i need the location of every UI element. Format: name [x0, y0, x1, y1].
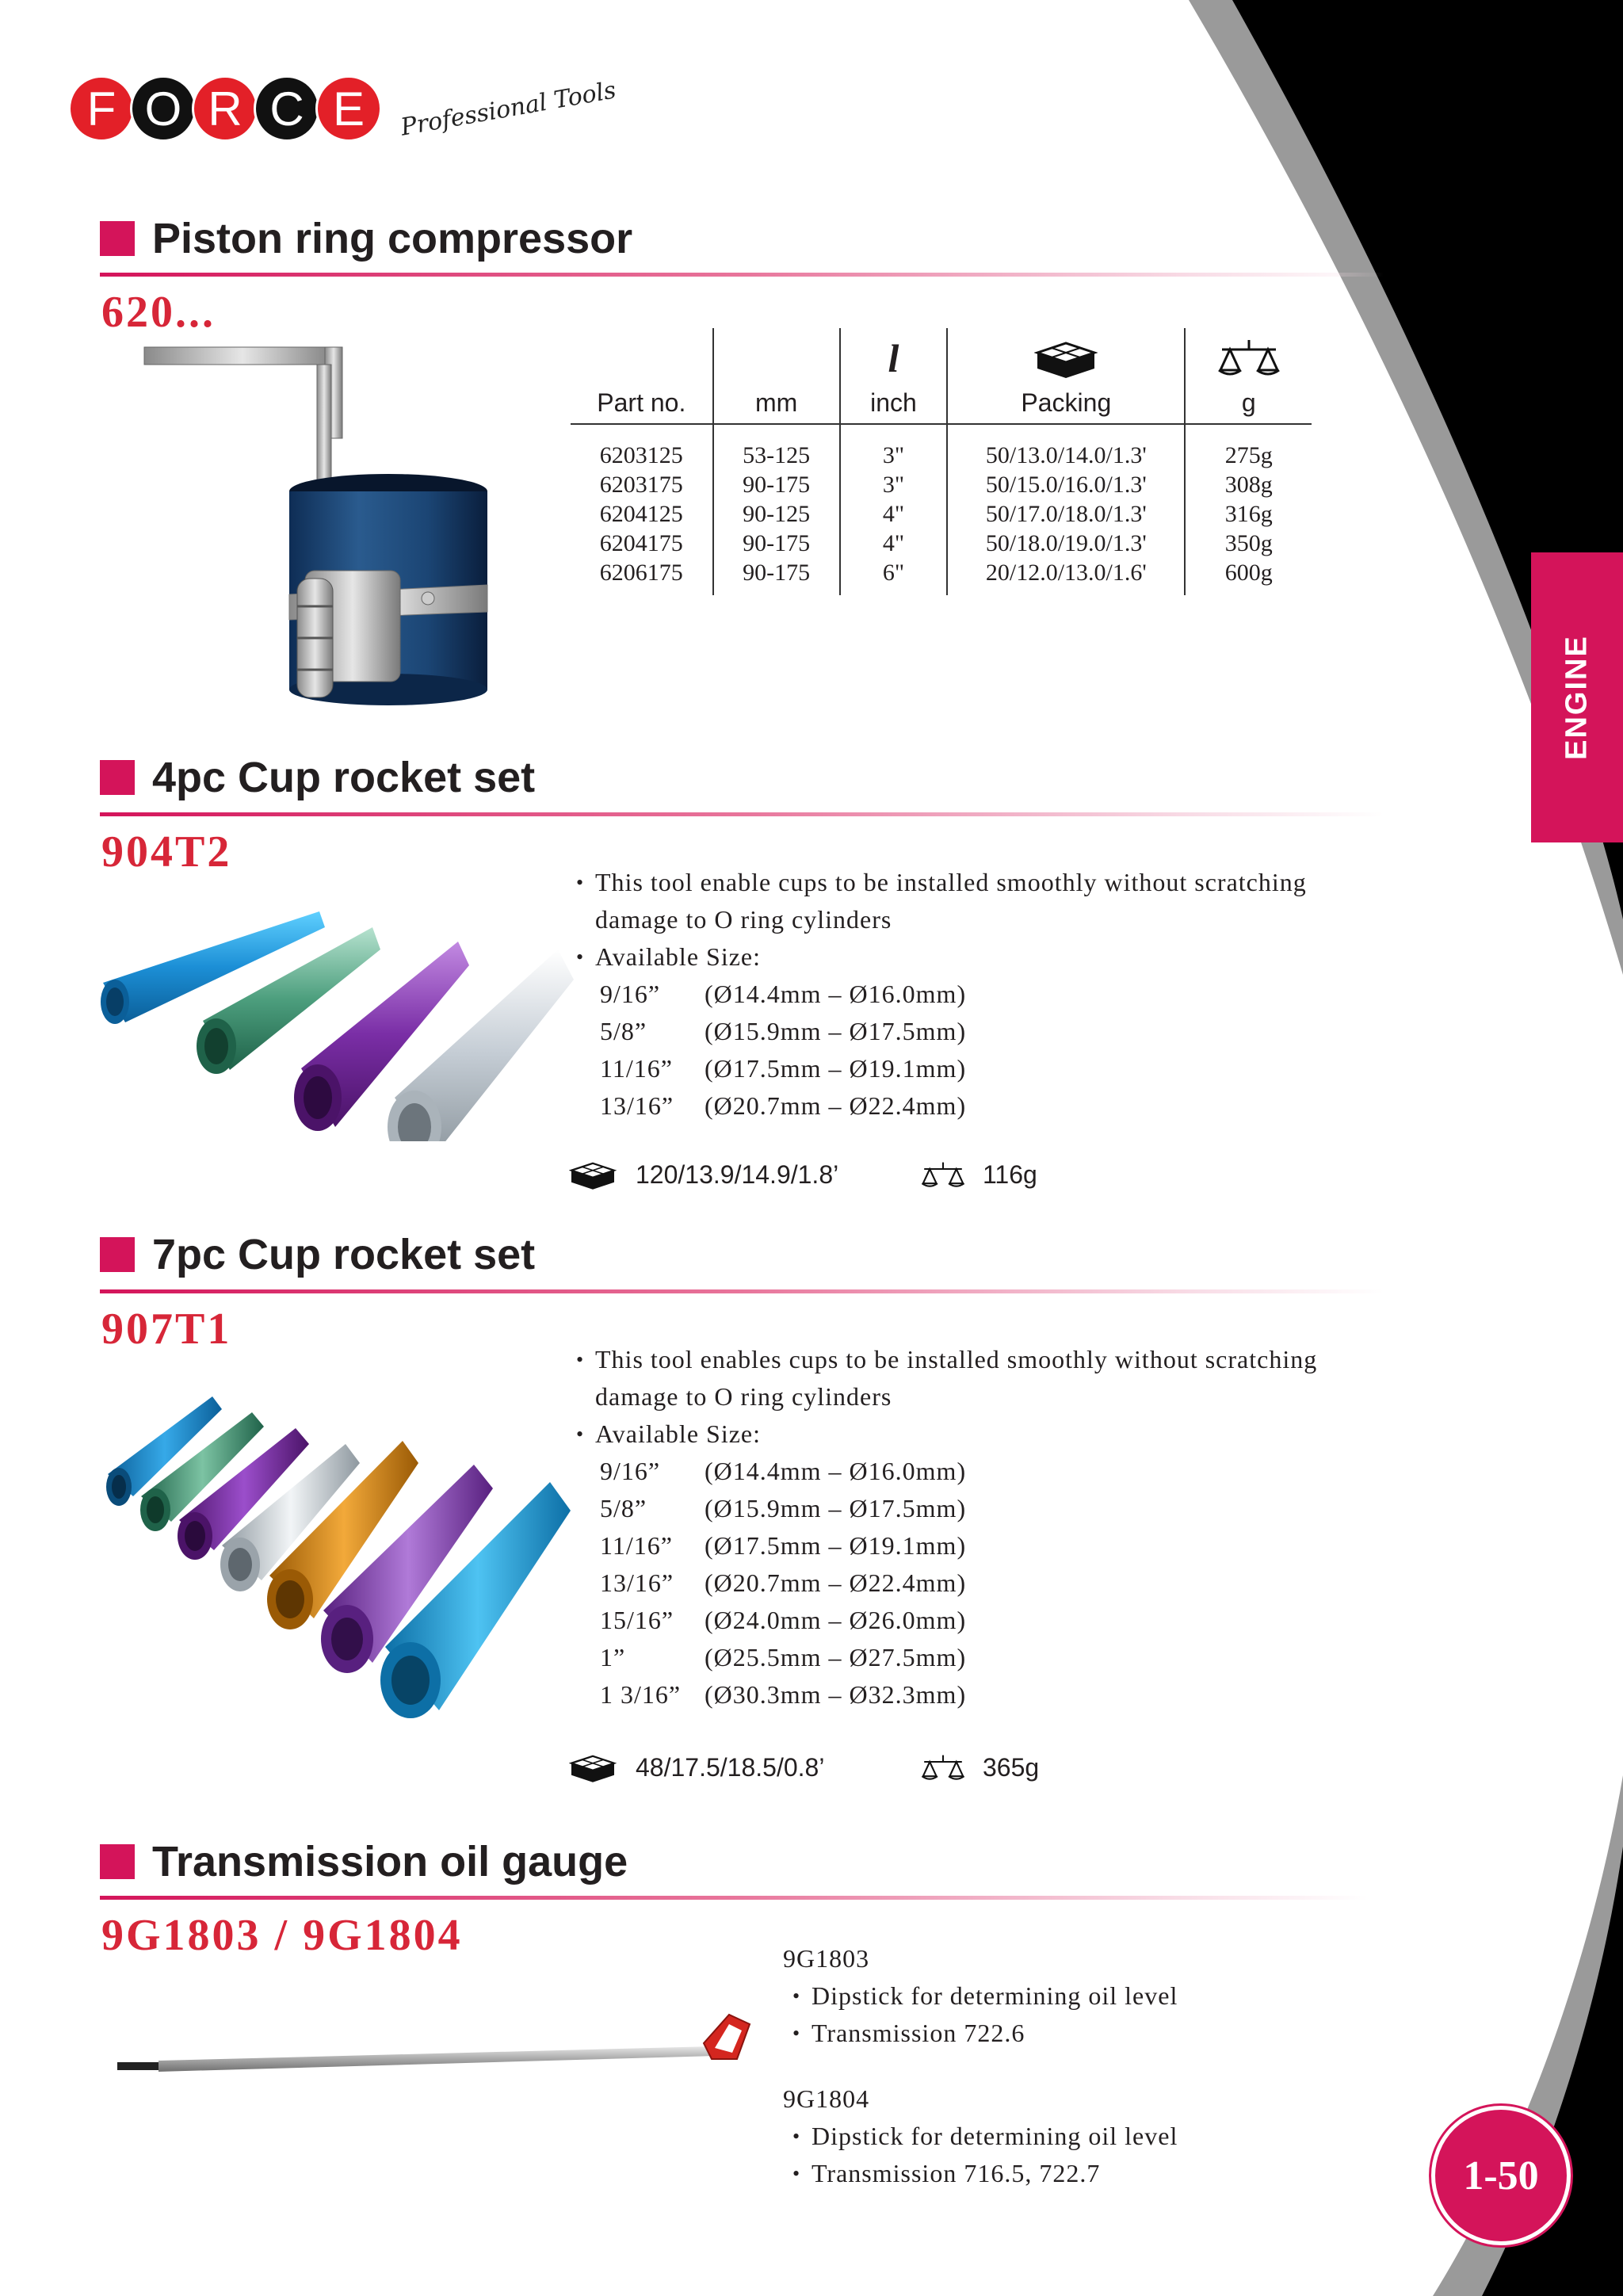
cell-mm: 90-175	[713, 558, 840, 595]
size-row	[576, 1676, 1408, 1713]
icon-cell	[1185, 328, 1312, 382]
section-title-text: 4pc Cup rocket set	[152, 754, 536, 801]
cell-mm: 90-175	[713, 529, 840, 558]
cell-packing: 50/17.0/18.0/1.3'	[947, 499, 1185, 529]
logo-letter: C	[254, 75, 320, 142]
cell-weight: 350g	[1224, 530, 1273, 556]
size-inch: 9/16”	[600, 1457, 661, 1485]
icon-cell	[571, 328, 713, 382]
size-inch: 1 3/16”	[600, 1680, 682, 1709]
bullet-text: • Transmission 722.6	[792, 2015, 1401, 2052]
piston-ring-compressor-image	[135, 333, 531, 729]
section-title-cup4	[100, 753, 535, 802]
size-row	[576, 1564, 1408, 1602]
size-mm: (Ø20.7mm – Ø22.4mm)	[705, 1091, 967, 1120]
scale-icon	[921, 1159, 965, 1190]
engine-side-tab[interactable]	[1531, 552, 1623, 842]
length-icon: l	[888, 336, 899, 380]
size-mm: (Ø15.9mm – Ø17.5mm)	[705, 1017, 967, 1045]
cup4-description	[576, 864, 1408, 1125]
size-mm: (Ø25.5mm – Ø27.5mm)	[705, 1643, 967, 1671]
logo-letter: O	[130, 75, 197, 142]
size-mm: (Ø24.0mm – Ø26.0mm)	[705, 1606, 967, 1634]
section-marker	[100, 1844, 135, 1879]
section-title-cup7	[100, 1230, 535, 1279]
box-icon	[1034, 338, 1098, 378]
cell-inch: 4"	[840, 499, 948, 529]
cell-inch: 3"	[840, 470, 948, 499]
page-number-badge: 1-50	[1431, 2106, 1571, 2245]
bullet-text: • This tool enable cups to be installed smoothly without scratching	[576, 864, 1408, 901]
size-row	[576, 1050, 1408, 1087]
size-mm: (Ø30.3mm – Ø32.3mm)	[705, 1680, 967, 1709]
icon-cell	[840, 328, 948, 382]
cell-mm: 90-175	[713, 470, 840, 499]
cup7-description	[576, 1341, 1408, 1713]
cell-part-no: 6204125	[571, 499, 713, 529]
logo-letter: F	[68, 75, 135, 142]
section-marker	[100, 221, 135, 256]
size-inch: 1”	[600, 1643, 626, 1671]
spec-table	[571, 328, 1312, 595]
size-row	[576, 1602, 1408, 1639]
cell-part-no: 6203175	[571, 470, 713, 499]
cell-weight: 600g	[1224, 560, 1273, 586]
packing-value: 48/17.5/18.5/0.8’	[636, 1752, 825, 1782]
section-title-text: Transmission oil gauge	[152, 1838, 628, 1885]
box-icon	[569, 1752, 617, 1783]
logo-letter: E	[315, 75, 382, 142]
bullet-text-continued: damage to O ring cylinders	[595, 1382, 892, 1411]
section-title-piston	[100, 214, 632, 263]
logo-tagline: Professional Tools	[399, 75, 618, 142]
size-inch: 9/16”	[600, 980, 661, 1008]
section-title-text: 7pc Cup rocket set	[152, 1231, 536, 1278]
cell-part-no: 6204175	[571, 529, 713, 558]
weight-value: 365g	[983, 1752, 1040, 1782]
section-divider	[100, 273, 1384, 277]
size-inch: 11/16”	[600, 1054, 673, 1083]
size-row	[576, 1639, 1408, 1676]
size-mm: (Ø17.5mm – Ø19.1mm)	[705, 1054, 967, 1083]
header-weight: g	[1185, 382, 1312, 424]
table-row	[571, 424, 1312, 470]
weight-value: 116g	[983, 1159, 1037, 1189]
header-mm: mm	[713, 382, 840, 424]
size-mm: (Ø15.9mm – Ø17.5mm)	[705, 1494, 967, 1522]
section-marker	[100, 760, 135, 795]
bullet-text: • Dipstick for determining oil level	[792, 2118, 1401, 2155]
size-row	[576, 1490, 1408, 1527]
icon-cell	[947, 328, 1185, 382]
oil-dipstick-image	[111, 2013, 761, 2100]
cell-packing: 50/15.0/16.0/1.3'	[947, 470, 1185, 499]
engine-tab-label: ENGINE	[1560, 635, 1594, 760]
cell-inch: 4"	[840, 529, 948, 558]
cell-part-no: 6203125	[571, 424, 713, 470]
product-code: 620...	[101, 288, 216, 337]
force-logo	[68, 74, 617, 143]
packing-value: 120/13.9/14.9/1.8’	[636, 1159, 839, 1189]
cup4-packing-line	[569, 1159, 1037, 1190]
table-row	[571, 558, 1312, 595]
product-code: 907T1	[101, 1305, 232, 1354]
bullet-text: • Available Size:	[576, 938, 1408, 976]
cell-packing: 20/12.0/13.0/1.6'	[947, 558, 1185, 595]
table-row	[571, 470, 1312, 499]
table-row	[571, 499, 1312, 529]
scale-icon	[1217, 337, 1281, 378]
cell-weight: 316g	[1224, 501, 1273, 527]
size-mm: (Ø14.4mm – Ø16.0mm)	[705, 1457, 967, 1485]
table-row	[571, 529, 1312, 558]
cup7-packing-line	[569, 1752, 1039, 1783]
product-code: 9G1803 / 9G1804	[101, 1911, 463, 1960]
section-marker	[100, 1237, 135, 1272]
size-inch: 11/16”	[600, 1531, 673, 1560]
size-row	[576, 1087, 1408, 1125]
section-title-text: Piston ring compressor	[152, 215, 633, 262]
size-inch: 5/8”	[600, 1017, 647, 1045]
variant-name: 9G1804	[783, 2084, 870, 2113]
cup-rocket-4pc-image	[94, 904, 585, 1141]
section-divider	[100, 1896, 1368, 1900]
cell-weight: 275g	[1224, 442, 1273, 468]
gauge-description	[783, 1940, 1401, 2192]
spec-table-icon-row	[571, 328, 1312, 382]
cell-part-no: 6206175	[571, 558, 713, 595]
bullet-text: • Available Size:	[576, 1415, 1408, 1453]
cell-weight: 308g	[1224, 472, 1273, 498]
cell-packing: 50/13.0/14.0/1.3'	[947, 424, 1185, 470]
box-icon	[569, 1159, 617, 1190]
size-mm: (Ø20.7mm – Ø22.4mm)	[705, 1568, 967, 1597]
cell-mm: 53-125	[713, 424, 840, 470]
header-part-no: Part no.	[571, 382, 713, 424]
bullet-text: • Transmission 716.5, 722.7	[792, 2155, 1401, 2192]
section-title-gauge	[100, 1837, 628, 1886]
size-row	[576, 976, 1408, 1013]
header-packing: Packing	[947, 382, 1185, 424]
logo-letter: R	[192, 75, 258, 142]
size-inch: 13/16”	[600, 1568, 674, 1597]
bullet-text-continued: damage to O ring cylinders	[595, 905, 892, 934]
section-divider	[100, 812, 1384, 816]
size-mm: (Ø17.5mm – Ø19.1mm)	[705, 1531, 967, 1560]
variant-name: 9G1803	[783, 1944, 870, 1973]
bullet-text: • Dipstick for determining oil level	[792, 1977, 1401, 2015]
size-row	[576, 1453, 1408, 1490]
size-inch: 15/16”	[600, 1606, 674, 1634]
product-code: 904T2	[101, 827, 232, 877]
scale-icon	[921, 1752, 965, 1782]
cup-rocket-7pc-image	[101, 1395, 577, 1728]
bullet-text: • This tool enables cups to be installed smoothly without scratching	[576, 1341, 1408, 1378]
header-inch: inch	[840, 382, 948, 424]
spec-table-header	[571, 382, 1312, 424]
size-inch: 5/8”	[600, 1494, 647, 1522]
cell-inch: 6"	[840, 558, 948, 595]
size-inch: 13/16”	[600, 1091, 674, 1120]
cell-mm: 90-125	[713, 499, 840, 529]
size-row	[576, 1527, 1408, 1564]
size-row	[576, 1013, 1408, 1050]
cell-inch: 3"	[840, 424, 948, 470]
icon-cell	[713, 328, 840, 382]
section-divider	[100, 1289, 1384, 1293]
size-mm: (Ø14.4mm – Ø16.0mm)	[705, 980, 967, 1008]
cell-packing: 50/18.0/19.0/1.3'	[947, 529, 1185, 558]
